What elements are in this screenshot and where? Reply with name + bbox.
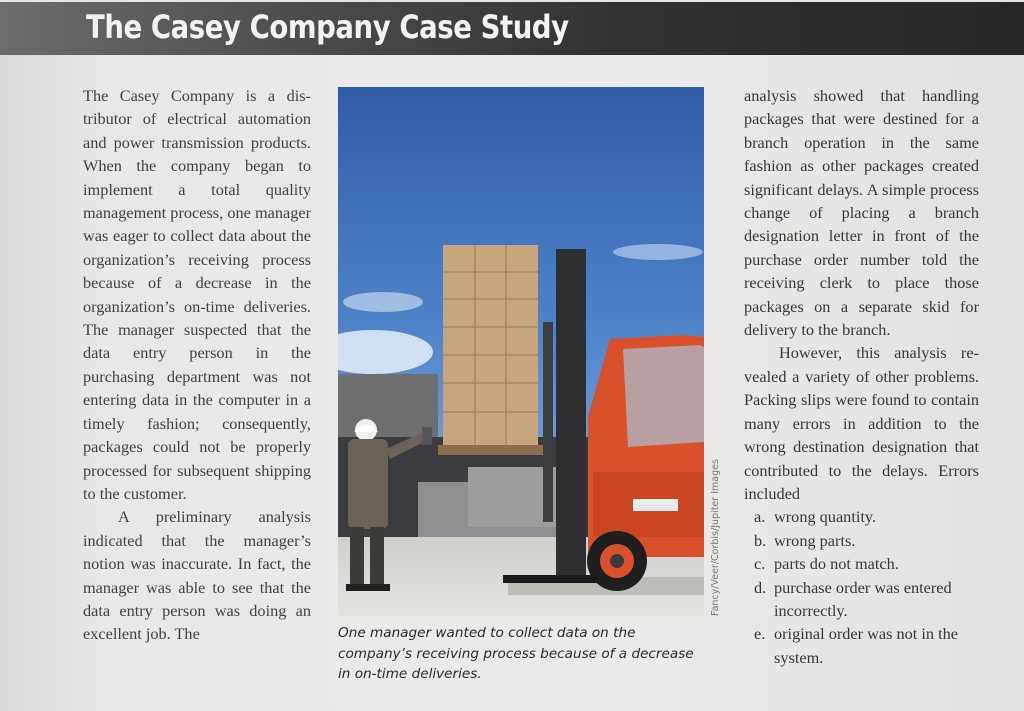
right-text-column xyxy=(744,84,979,669)
list-item: b. wrong parts. xyxy=(754,530,856,550)
findings-paragraph: analysis showed that handling packages that were destined for a branch operation in the same fashion as other packages created significant delays. A simple process change of placing a branch designation letter in front of the purchase order number told the receiving clerk to place those packages on a separate skid for delivery to the branch. xyxy=(744,86,979,340)
warehouse-photo xyxy=(338,87,704,616)
intro-paragraph: The Casey Company is a distributor of electrical automation and power transmission products. When the company began to implement a total quality management process, one manager was eager to collect data about the organization’s receiving process because of a decrease in the organization’s on-time deliveries. The manager suspected that the data entry person in the purchasing department was not entering data in the computer in a timely fashion; consequently, packages could not be properly processed for subsequent shipping to the customer. xyxy=(83,86,311,503)
page-title: The Casey Company Case Study xyxy=(86,8,569,46)
photo-credit: Fancy/Veer/Corbis/Jupiter Images xyxy=(710,459,721,616)
list-item: e. original order was not in the system. xyxy=(754,624,959,667)
left-text-column xyxy=(83,84,311,646)
analysis-paragraph: A preliminary analysis indicated that the manager’s notion was inaccurate. In fact, the manager was able to see that the data entry person was doing an excellent job. The xyxy=(83,507,311,644)
list-item: a. wrong quantity. xyxy=(754,507,877,527)
errors-list xyxy=(744,505,979,669)
photo-caption: One manager wanted to collect data on the company’s receiving process because of a decrease in on-time deliveries. xyxy=(338,625,694,682)
list-item: c. parts do not match. xyxy=(754,554,899,574)
problems-paragraph: However, this analysis revealed a variety of other problems. Packing slips were found to contain many errors in addition to the wrong destination designation that contributed to the delays. Errors included xyxy=(744,343,979,503)
title-banner xyxy=(0,2,1024,55)
list-item: d. purchase order was entered incorrectly. xyxy=(754,577,952,620)
